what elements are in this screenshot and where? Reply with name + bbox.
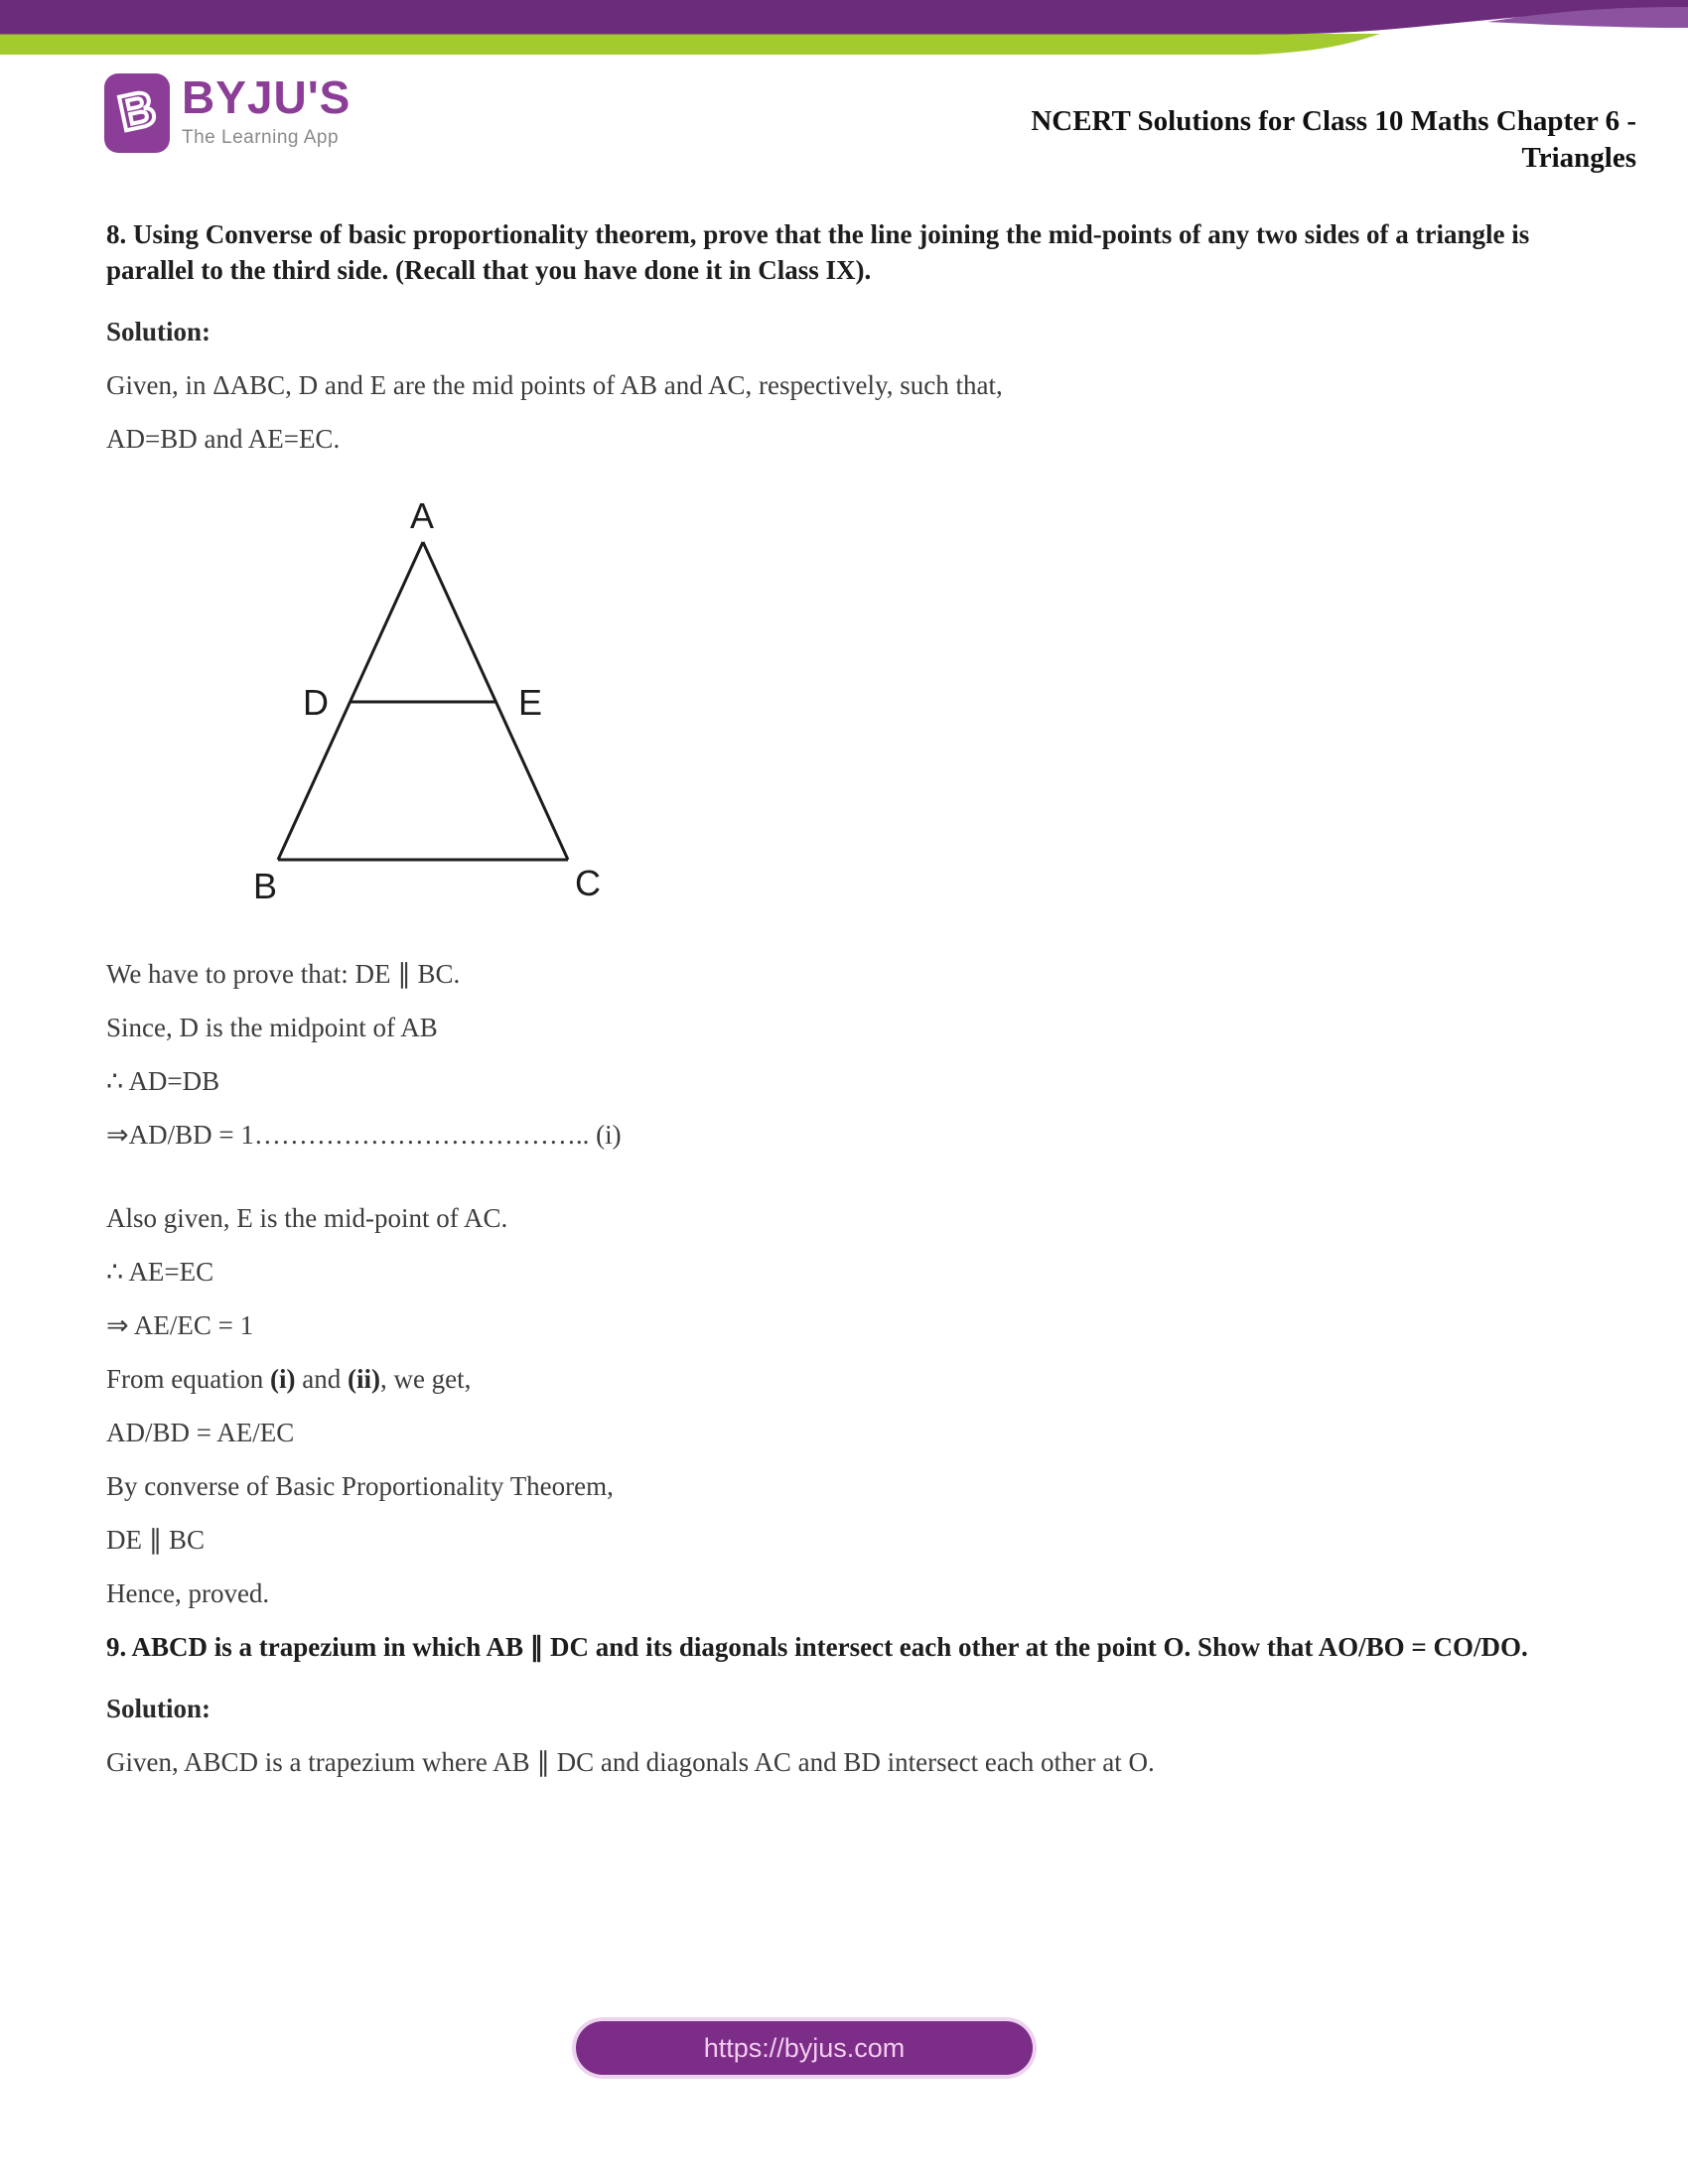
q8-therefore-ad-db: ∴ AD=DB [106, 1066, 220, 1096]
q8-by-converse-statement: By converse of Basic Proportionality Theorem, [106, 1471, 614, 1501]
banner-green-band [0, 34, 1380, 55]
from-eq-text3: , we get, [379, 1364, 472, 1394]
solutions-content [106, 216, 1592, 1798]
question-9-text: 9. ABCD is a trapezium in which AB ∥ DC and its diagonals intersect each other at the point O. Show that AO/BO = CO/DO. [106, 1632, 1528, 1662]
byjus-logo [104, 73, 351, 153]
q8-since-d-statement: Since, D is the midpoint of AB [106, 1013, 438, 1042]
q8-equation-ii: ⇒ AE/EC = 1 [106, 1310, 254, 1340]
q8-from-equations [106, 1361, 1592, 1397]
page-title-line2: Triangles [1521, 142, 1636, 174]
q8-solution-label: Solution: [106, 317, 211, 346]
page-title [1031, 103, 1636, 177]
q8-ratio-equality: AD/BD = AE/EC [106, 1418, 295, 1447]
point-label-d: D [303, 682, 329, 723]
vertex-label-a: A [410, 495, 435, 536]
vertex-label-c: C [575, 863, 601, 903]
q8-de-parallel-bc: DE ∥ BC [106, 1525, 206, 1555]
brand-name: BYJU'S [182, 71, 352, 123]
q8-also-given-e: Also given, E is the mid-point of AC. [106, 1203, 508, 1233]
logo-b-glyph: B [113, 79, 161, 142]
q8-equation-i: ⇒AD/BD = 1……………………………….. (i) [106, 1120, 622, 1150]
byjus-logo-icon [104, 73, 170, 153]
from-eq-ref-i: (i) [269, 1364, 296, 1394]
q9-solution-label: Solution: [106, 1694, 211, 1723]
q8-given-statement: Given, in ΔABC, D and E are the mid points of AB and AC, respectively, such that, [106, 370, 1003, 400]
vertex-label-b: B [253, 866, 278, 906]
q9-given-statement: Given, ABCD is a trapezium where AB ∥ DC and diagonals AC and BD intersect each other at O. [106, 1747, 1155, 1777]
top-banner-decoration [0, 0, 1688, 69]
q8-given-equalities: AD=BD and AE=EC. [106, 424, 341, 454]
from-eq-text2: and [295, 1364, 348, 1394]
banner-purple-band [0, 0, 1688, 35]
from-eq-text1: From equation [106, 1364, 270, 1394]
byjus-url-button[interactable]: https://byjus.com [576, 2021, 1033, 2075]
q8-hence-proved: Hence, proved. [106, 1578, 270, 1608]
triangle-figure [106, 477, 642, 913]
point-label-e: E [518, 682, 543, 723]
brand-tagline: The Learning App [182, 127, 340, 148]
q8-therefore-ae-ec: ∴ AE=EC [106, 1257, 214, 1287]
question-8-text: 8. Using Converse of basic proportionality theorem, prove that the line joining the mid-points of any two sides of a triangle is parallel to the third side. (Recall that you have done it in Class IX). [106, 219, 1530, 285]
from-eq-ref-ii: (ii) [347, 1364, 380, 1394]
q8-prove-statement: We have to prove that: DE ∥ BC. [106, 959, 461, 989]
page-title-line1: NCERT Solutions for Class 10 Maths Chapter 6 - [1031, 105, 1636, 137]
